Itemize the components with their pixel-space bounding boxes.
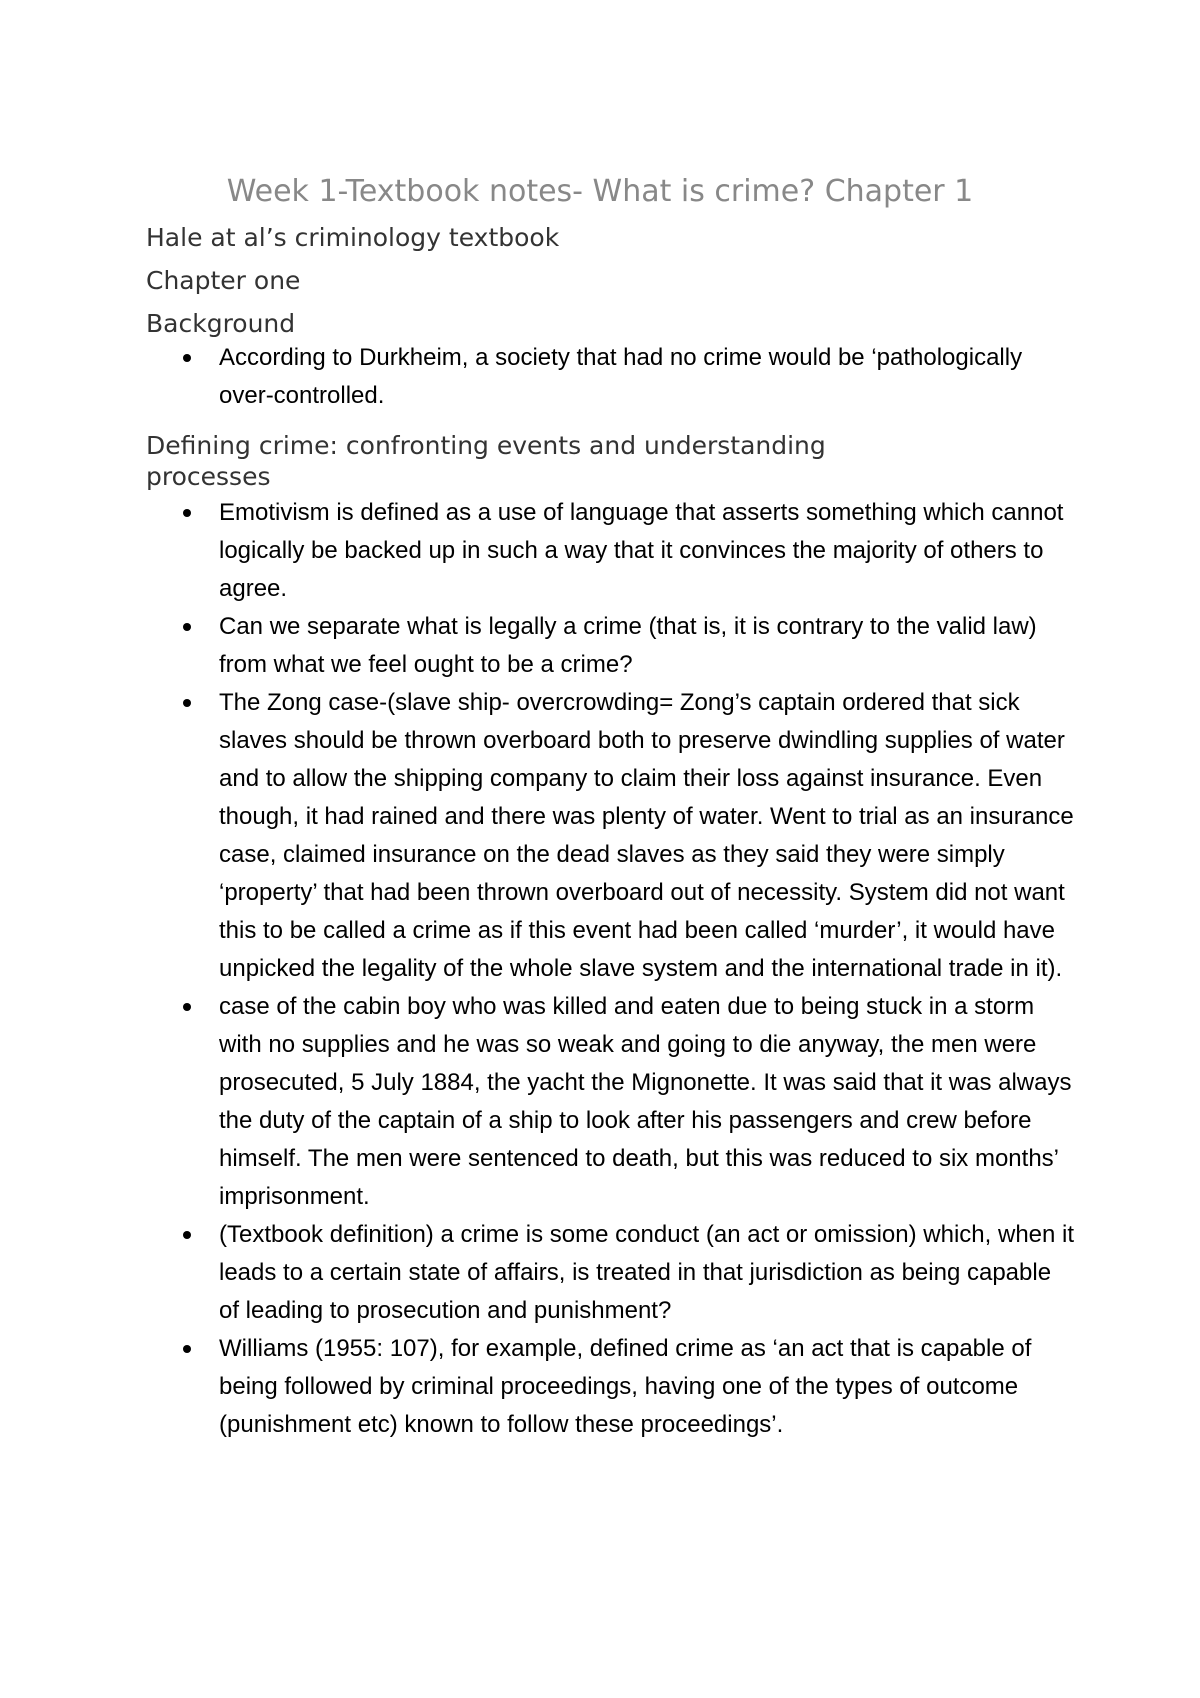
list-item	[146, 494, 1076, 608]
bullet-icon	[183, 1345, 191, 1353]
section-heading-background: Background	[146, 309, 296, 338]
chapter-heading: Chapter one	[146, 266, 301, 295]
defining-crime-bullet-list	[146, 494, 1076, 1444]
textbook-subtitle: Hale at al’s criminology textbook	[146, 223, 560, 252]
background-bullet-list	[146, 339, 1076, 415]
list-item	[146, 608, 1076, 684]
bullet-icon	[183, 509, 191, 517]
bullet-text: Can we separate what is legally a crime (that is, it is contrary to the valid law) from what we feel ought to be a crime?	[219, 613, 1037, 678]
bullet-text: The Zong case-(slave ship- overcrowding= Zong’s captain ordered that sick slaves should be thrown overboard both to preserve dwindling supplies of water and to allow the shipping company to claim their loss against insurance. Even though, it had rained and there was plenty of water. Went to trial as an insurance case, claimed insurance on the dead slaves as they said they were simply ‘property’ that had been thrown overboard out of necessity. System did not want this to be called a crime as if this event had been called ‘murder’, it would have unpicked the legality of the whole slave system and the international trade in it).	[219, 689, 1074, 982]
bullet-icon	[183, 1231, 191, 1239]
section-heading-defining-crime: Defining crime: confronting events and understanding processes	[146, 431, 826, 491]
bullet-text: Emotivism is defined as a use of language that asserts something which cannot logically be backed up in such a way that it convinces the majority of others to agree.	[219, 499, 1064, 602]
bullet-text: case of the cabin boy who was killed and eaten due to being stuck in a storm with no supplies and he was so weak and going to die anyway, the men were prosecuted, 5 July 1884, the yacht the Mignonette. It was said that it was always the duty of the captain of a ship to look after his passengers and crew before himself. The men were sentenced to death, but this was reduced to six months’ imprisonment.	[219, 993, 1072, 1210]
bullet-text: Williams (1955: 107), for example, defined crime as ‘an act that is capable of being followed by criminal proceedings, having one of the types of outcome (punishment etc) known to follow these proceedings’.	[219, 1335, 1032, 1438]
list-item	[146, 988, 1076, 1216]
bullet-icon	[183, 354, 191, 362]
list-item	[146, 1216, 1076, 1330]
list-item	[146, 684, 1076, 988]
list-item	[146, 339, 1076, 415]
bullet-icon	[183, 699, 191, 707]
bullet-text: According to Durkheim, a society that had no crime would be ‘pathologically over-controlled.	[219, 344, 1023, 409]
bullet-text: (Textbook definition) a crime is some conduct (an act or omission) which, when it leads to a certain state of affairs, is treated in that jurisdiction as being capable of leading to prosecution and punishment?	[219, 1221, 1075, 1324]
bullet-icon	[183, 623, 191, 631]
list-item	[146, 1330, 1076, 1444]
document-title: Week 1-Textbook notes- What is crime? Chapter 1	[226, 174, 974, 209]
bullet-icon	[183, 1003, 191, 1011]
